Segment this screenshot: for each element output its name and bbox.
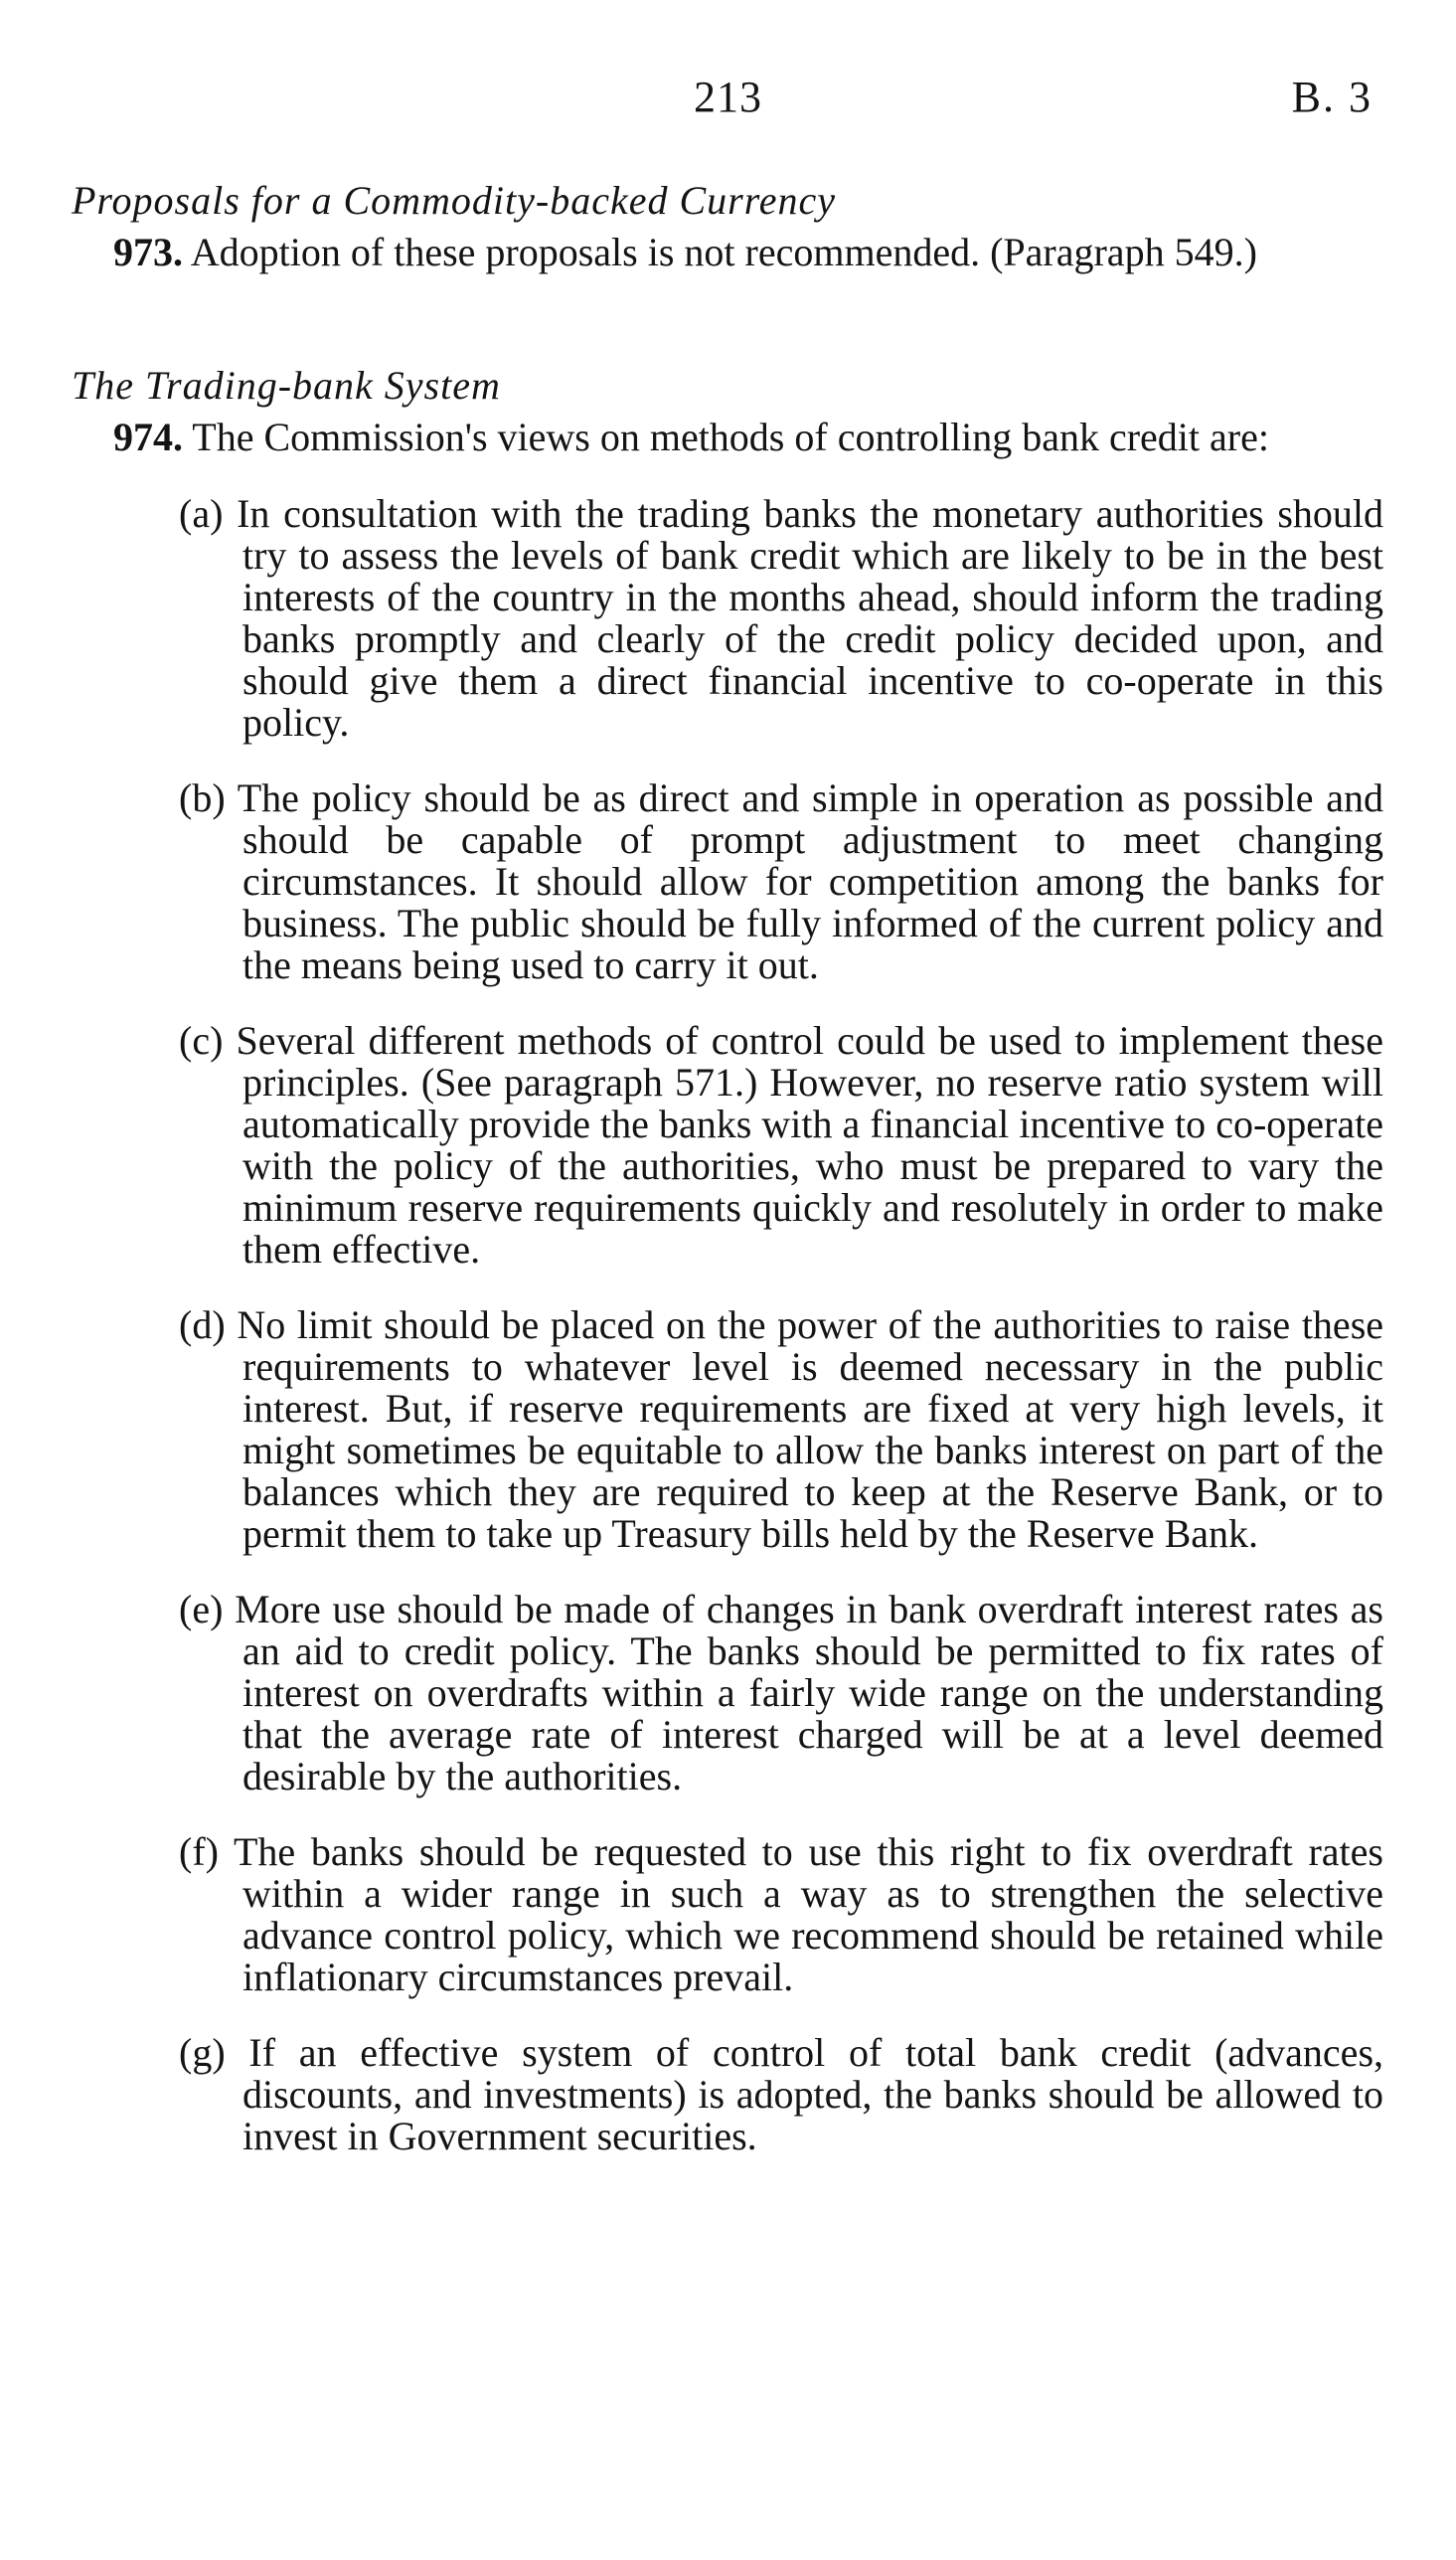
paragraph-973 [72, 231, 1383, 274]
list-item [72, 2032, 1383, 2157]
list-item [72, 1831, 1383, 1998]
item-text: No limit should be placed on the power of the authorities to raise these requirements to whatever level is deemed necessary in the public interest. But, if reserve requirements are fixed at very high levels, it might sometimes be equitable to allow the banks interest on part of the balances which they are required to keep at the Reserve Bank, or to permit them to take up Treasury bills held by the Reserve Bank. [237, 1302, 1384, 1556]
paragraph-number: 973. [113, 230, 183, 274]
section-heading-trading-bank-system: The Trading-bank System [72, 363, 501, 408]
item-letter: (b) [179, 775, 226, 820]
page-content [72, 177, 1383, 2191]
item-letter: (a) [179, 491, 224, 536]
item-letter: (e) [179, 1587, 224, 1631]
recommendation-list [72, 493, 1383, 2157]
item-text: Several different methods of control could be used to implement these principles. (See paragraph 571.) However, no reserve ratio system will automatically provide the banks with a financial incentive to co-operate with the policy of the authorities, who must be prepared to vary the minimum reserve requirements quickly and resolutely in order to make them effective. [236, 1018, 1383, 1272]
item-text: The policy should be as direct and simple in operation as possible and should be capable of prompt adjustment to meet changing circumstances. It should allow for competition among the banks for business. The public should be fully informed of the current policy and the means being used to carry it out. [237, 775, 1383, 987]
list-item [72, 1020, 1383, 1271]
list-item [72, 493, 1383, 744]
item-letter: (d) [179, 1302, 226, 1347]
document-reference: B. 3 [1291, 73, 1373, 121]
paragraph-974 [72, 416, 1383, 459]
item-text: In consultation with the trading banks the monetary authorities should try to assess the levels of bank credit which are likely to be in the best interests of the country in the months ahead, should inform the trading banks promptly and clearly of the credit policy decided upon, and should give them a direct financial incentive to co-operate in this policy. [237, 491, 1383, 745]
paragraph-number: 974. [113, 415, 183, 459]
item-text: The banks should be requested to use this right to fix overdraft rates within a wider range in such a way as to strengthen the selective advance control policy, which we recommend should be retained while inflationary circumstances prevail. [233, 1829, 1383, 1999]
list-item [72, 1304, 1383, 1555]
section-heading-commodity-currency: Proposals for a Commodity-backed Currency [72, 178, 837, 223]
item-letter: (c) [179, 1018, 224, 1063]
list-item [72, 1589, 1383, 1797]
page-number: 213 [694, 73, 762, 121]
item-letter: (f) [179, 1829, 219, 1874]
list-item [72, 777, 1383, 986]
item-letter: (g) [179, 2030, 226, 2075]
paragraph-text: Adoption of these proposals is not recommended. (Paragraph 549.) [190, 230, 1257, 274]
item-text: More use should be made of changes in bank overdraft interest rates as an aid to credit policy. The banks should be permitted to fix rates of interest on overdrafts within a fairly wide range on the understanding that the average rate of interest charged will be at a level deemed desirable by the authorities. [235, 1587, 1383, 1798]
paragraph-text: The Commission's views on methods of controlling bank credit are: [192, 415, 1269, 459]
item-text: If an effective system of control of total bank credit (advances, discounts, and investments) is adopted, the banks should be allowed to invest in Government securities. [243, 2030, 1384, 2158]
